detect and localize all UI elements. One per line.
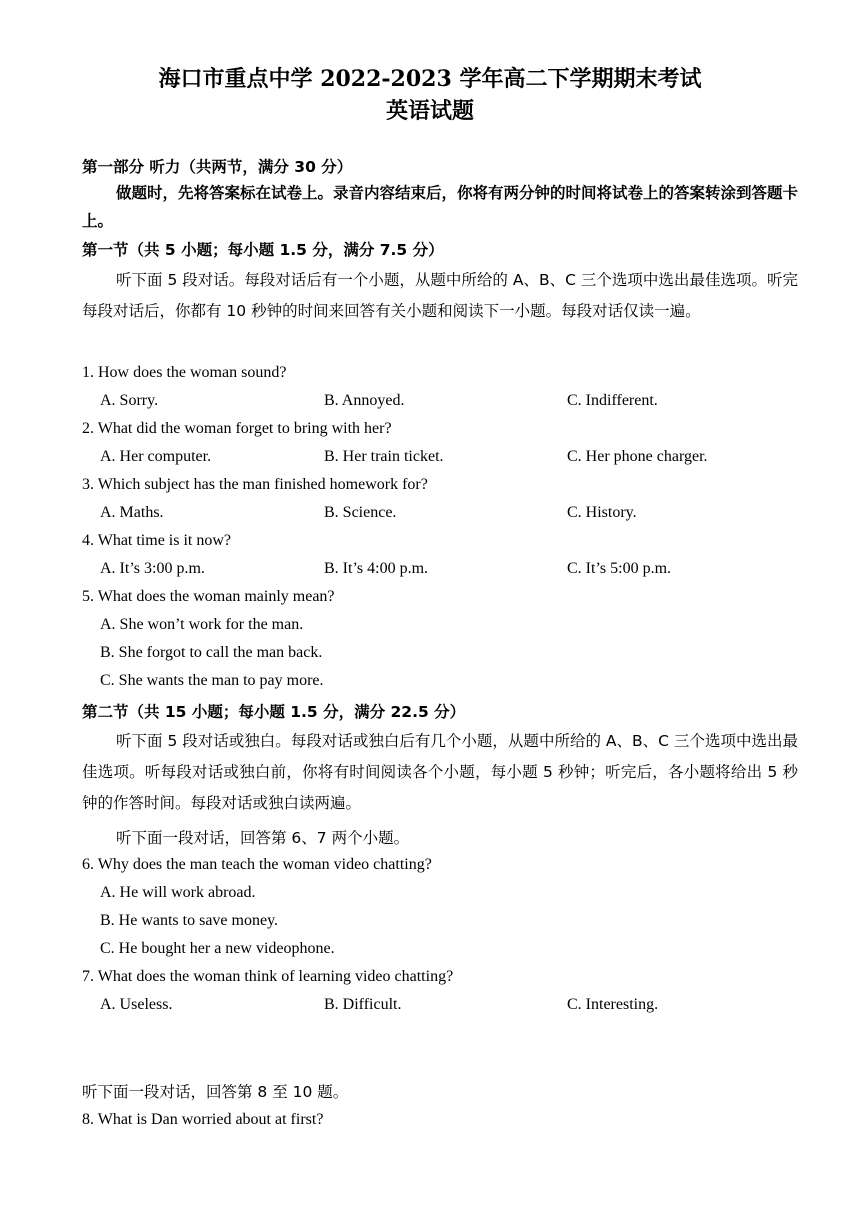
- part1-heading: 第一部分 听力（共两节，满分 30 分）: [82, 158, 353, 176]
- question-1-option-b: B. Annoyed.: [324, 392, 405, 409]
- section1-instruction: 听下面 5 段对话。每段对话后有一个小题，从题中所给的 A、B、C 三个选项中选出最佳选项。听完每段对话后，你都有 10 秒钟的时间来回答有关小题和阅读下一小题。每段对话仅读一遍。: [82, 271, 798, 320]
- question-3-option-a: A. Maths.: [100, 504, 164, 521]
- question-3-stem: 3. Which subject has the man finished homework for?: [82, 476, 428, 493]
- question-5-option-c: C. She wants the man to pay more.: [100, 672, 324, 689]
- question-4-stem: 4. What time is it now?: [82, 532, 232, 549]
- question-2-option-c: C. Her phone charger.: [567, 448, 708, 465]
- question-4-option-b: B. It’s 4:00 p.m.: [324, 560, 429, 577]
- question-6-option-b: B. He wants to save money.: [100, 912, 279, 929]
- section2-instruction: 听下面 5 段对话或独白。每段对话或独白后有几个小题，从题中所给的 A、B、C 三个选项中选出最佳选项。听每段对话或独白前，你将有时间阅读各个小题，每小题 5 秒钟；听完后，各小题将给出 5 秒钟的作答时间。每段对话或独白读两遍。: [82, 732, 798, 812]
- question-2-option-a: A. Her computer.: [100, 448, 212, 465]
- question-5-option-b: B. She forgot to call the man back.: [100, 644, 323, 661]
- question-8-stem: 8. What is Dan worried about at first?: [82, 1111, 324, 1128]
- question-3-option-c: C. History.: [567, 504, 637, 521]
- question-7-option-a: A. Useless.: [100, 996, 173, 1013]
- question-1-option-a: A. Sorry.: [100, 392, 159, 409]
- question-7-stem: 7. What does the woman think of learning video chatting?: [82, 968, 454, 985]
- question-1-stem: 1. How does the woman sound?: [82, 364, 287, 381]
- question-2-stem: 2. What did the woman forget to bring with her?: [82, 420, 392, 437]
- question-6-stem: 6. Why does the man teach the woman video chatting?: [82, 856, 432, 873]
- intro-questions-6-7: 听下面一段对话，回答第 6、7 两个小题。: [116, 829, 410, 847]
- part1-instruction: 做题时，先将答案标在试卷上。录音内容结束后，你将有两分钟的时间将试卷上的答案转涂到答题卡上。: [82, 184, 799, 230]
- exam-subtitle: 英语试题: [385, 98, 474, 124]
- question-4-option-c: C. It’s 5:00 p.m.: [567, 560, 672, 577]
- question-6-option-a: A. He will work abroad.: [100, 884, 256, 901]
- section2-heading: 第二节（共 15 小题；每小题 1.5 分，满分 22.5 分）: [82, 703, 466, 721]
- question-2-option-b: B. Her train ticket.: [324, 448, 444, 465]
- question-5-option-a: A. She won’t work for the man.: [100, 616, 304, 633]
- section1-heading: 第一节（共 5 小题；每小题 1.5 分，满分 7.5 分）: [82, 241, 444, 259]
- question-7-option-c: C. Interesting.: [567, 996, 659, 1013]
- question-1-option-c: C. Indifferent.: [567, 392, 658, 409]
- intro-questions-8-10: 听下面一段对话，回答第 8 至 10 题。: [82, 1083, 349, 1101]
- question-7-option-b: B. Difficult.: [324, 996, 402, 1013]
- question-4-option-a: A. It’s 3:00 p.m.: [100, 560, 205, 577]
- question-5-stem: 5. What does the woman mainly mean?: [82, 588, 335, 605]
- exam-title: 海口市重点中学 2022-2023 学年高二下学期期末考试: [158, 66, 702, 92]
- question-3-option-b: B. Science.: [324, 504, 397, 521]
- question-6-option-c: C. He bought her a new videophone.: [100, 940, 335, 957]
